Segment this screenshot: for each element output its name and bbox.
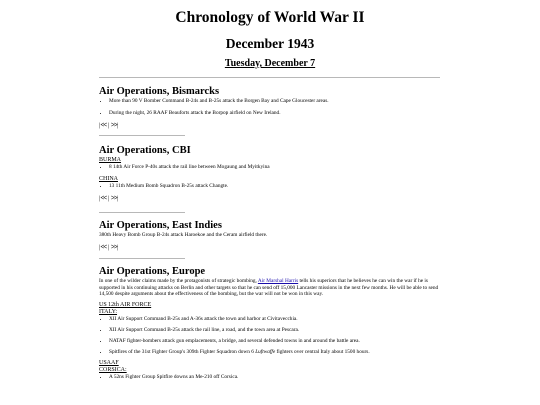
section-divider — [99, 258, 185, 259]
top-divider — [99, 77, 440, 78]
af12-label: US 12th AIR FORCE — [99, 301, 152, 308]
list-item: • 13 11th Medium Bomb Squadron B-25s attack Changte. — [109, 183, 440, 190]
section-text: 380th Heavy Bomb Group B-24s attack Haroekoe and the Ceram airfield there. — [99, 232, 268, 238]
usaaf-label: USAAF — [99, 359, 119, 366]
previous-link[interactable]: << — [100, 194, 107, 202]
section-europe — [99, 266, 440, 381]
section-cbi — [99, 145, 440, 203]
item-text: fighters over central Italy about 1500 hours. — [276, 348, 370, 355]
corsica-label: CORSICA: — [99, 366, 127, 373]
month-heading: December 1943 — [225, 36, 315, 51]
nav-sep: | — [116, 195, 119, 202]
item-list — [99, 98, 440, 117]
nav-sep: | — [116, 122, 119, 129]
nav-sep: | — [99, 243, 101, 251]
previous-link[interactable]: << — [100, 121, 107, 129]
nav-links — [99, 194, 440, 203]
list-item: • XII Air Support Command B-25s attack the rail line, a road, and the town area at Pescara. — [109, 327, 440, 334]
section-east-indies — [99, 220, 440, 252]
nav-sep: | — [107, 243, 110, 251]
nav-sep: | — [99, 195, 101, 202]
section-title: Air Operations, East Indies — [99, 220, 222, 231]
italy-label: ITALY: — [99, 308, 118, 315]
nav-sep: | — [107, 195, 110, 202]
next-link[interactable]: >> — [110, 121, 117, 129]
list-item: • NATAF fighter-bombers attack gun emplacements, a bridge, and several defended towns in and around the battle area. — [109, 338, 440, 345]
item-emphasis: Luftwaffe — [255, 348, 276, 355]
next-link[interactable]: >> — [110, 242, 117, 251]
nav-sep: | — [107, 122, 110, 129]
list-item: • More than 90 V Bomber Command B-24s and B-25s attack the Borgen Bay and Cape Gloucester areas. — [109, 98, 440, 105]
date-heading: Tuesday, December 7 — [224, 58, 316, 69]
para-text: tells his superiors that he believes he can win the war if he is supported in his continuing attacks on Berlin and other targets so that he can send off 15,000 Lancaster missions in the next few months. He will be able to send 14,500 despite arguments about the effectiveness of the bombing, but the war will not be won in this way. — [99, 278, 439, 298]
list-item — [109, 349, 440, 356]
section-divider — [99, 135, 185, 136]
harris-link[interactable]: Air Marshal Harris — [257, 278, 299, 284]
nav-sep: | — [116, 243, 119, 251]
list-item: • 8 14th Air Force P-40s attack the rail line between Mogaung and Myitkyina — [109, 164, 440, 171]
item-text: Spitfires of the 31st Fighter Group's 309th Fighter Squadron down 6 — [109, 348, 254, 355]
item-list — [99, 316, 440, 356]
burma-label: BURMA — [99, 157, 122, 163]
section-title: Air Operations, CBI — [99, 145, 191, 156]
item-list — [99, 183, 440, 190]
list-item: • During the night, 26 RAAF Beauforts attack the Borpop airfield on New Ireland. — [109, 110, 440, 117]
previous-link[interactable]: << — [100, 242, 107, 251]
nav-links — [99, 121, 440, 130]
nav-sep: | — [99, 122, 101, 129]
nav-links — [99, 243, 440, 252]
list-item: • A 52ns Fighter Group Spitfire downs an Me-210 off Corsica. — [109, 374, 440, 381]
item-list — [99, 164, 440, 171]
para-text: In one of the wilder claims made by the protagonists of strategic bombing, — [99, 278, 257, 284]
list-item: • XII Air Support Command B-25s and A-36s attack the town and harbor at Civitavecchia. — [109, 316, 440, 323]
china-label: CHINA — [99, 176, 118, 182]
section-title: Air Operations, Europe — [99, 266, 206, 277]
section-divider — [99, 212, 185, 213]
section-bismarcks — [99, 86, 440, 130]
section-title: Air Operations, Bismarcks — [99, 86, 220, 97]
page-title: Chronology of World War II — [175, 9, 365, 26]
item-list — [99, 374, 440, 381]
section-text — [99, 278, 440, 298]
next-link[interactable]: >> — [110, 194, 117, 202]
